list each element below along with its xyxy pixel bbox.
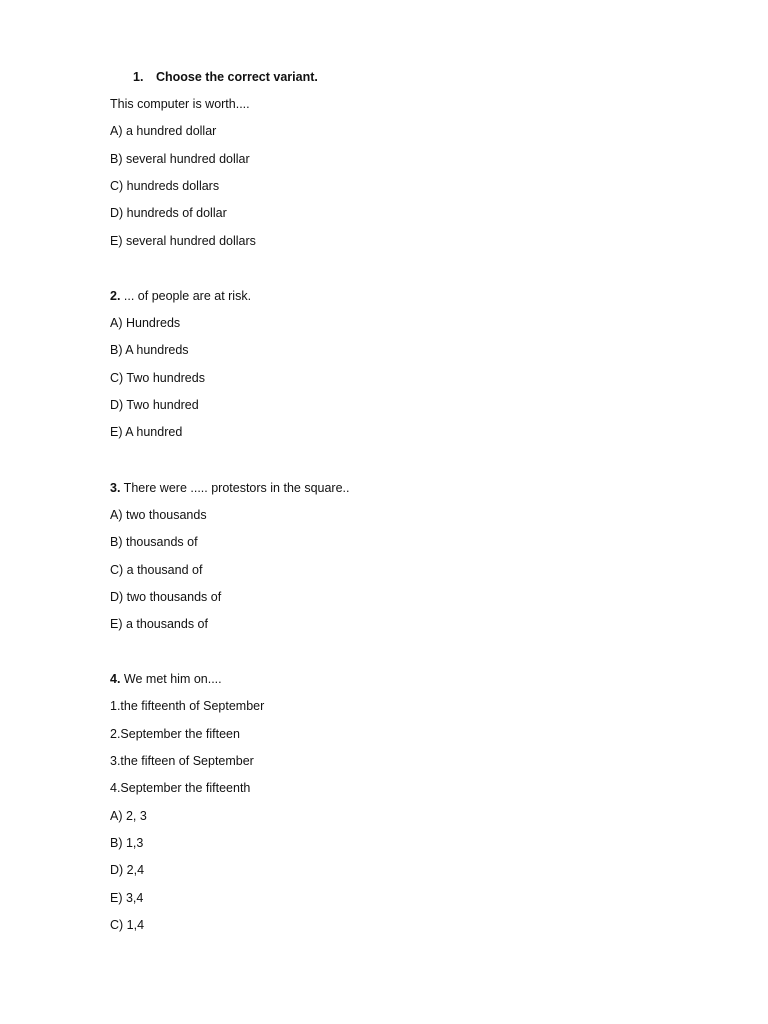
q3-option-d: D) two thousands of (110, 590, 222, 604)
q4-option-c: C) 1,4 (110, 918, 145, 932)
q2-option-c: C) Two hundreds (110, 371, 205, 385)
q3-option-b: B) thousands of (110, 535, 198, 549)
q1-option-a: A) a hundred dollar (110, 124, 217, 138)
q1-number: 1. (133, 70, 144, 84)
q1-option-e: E) several hundred dollars (110, 234, 256, 248)
q1-heading: Choose the correct variant. (156, 70, 318, 84)
q1-option-b: B) several hundred dollar (110, 152, 250, 166)
q2-option-b: B) A hundreds (110, 343, 189, 357)
q4-option-b: B) 1,3 (110, 836, 144, 850)
q2-stem: ... of people are at risk. (120, 289, 252, 303)
q2-option-d: D) Two hundred (110, 398, 199, 412)
q4-option-e: E) 3,4 (110, 891, 144, 905)
q4-statement-4: 4.September the fifteenth (110, 781, 251, 795)
q4-question (110, 671, 222, 687)
q3-option-e: E) a thousands of (110, 617, 208, 631)
q4-stem: We met him on.... (120, 672, 222, 686)
q4-statement-3: 3.the fifteen of September (110, 754, 254, 768)
q3-option-c: C) a thousand of (110, 563, 203, 577)
q2-number: 2. (110, 289, 121, 303)
q1-option-d: D) hundreds of dollar (110, 206, 227, 220)
q2-option-e: E) A hundred (110, 425, 183, 439)
q4-statement-2: 2.September the fifteen (110, 727, 240, 741)
q2-question (110, 288, 251, 304)
q4-statement-1: 1.the fifteenth of September (110, 699, 265, 713)
q3-stem: There were ..... protestors in the square.. (120, 481, 350, 495)
q2-option-a: A) Hundreds (110, 316, 181, 330)
q4-option-d: D) 2,4 (110, 863, 145, 877)
q3-option-a: A) two thousands (110, 508, 207, 522)
q1-stem: This computer is worth.... (110, 97, 250, 111)
q1-option-c: C) hundreds dollars (110, 179, 220, 193)
q4-option-a: A) 2, 3 (110, 809, 147, 823)
q3-question (110, 480, 349, 496)
q4-number: 4. (110, 672, 121, 686)
q3-number: 3. (110, 481, 121, 495)
